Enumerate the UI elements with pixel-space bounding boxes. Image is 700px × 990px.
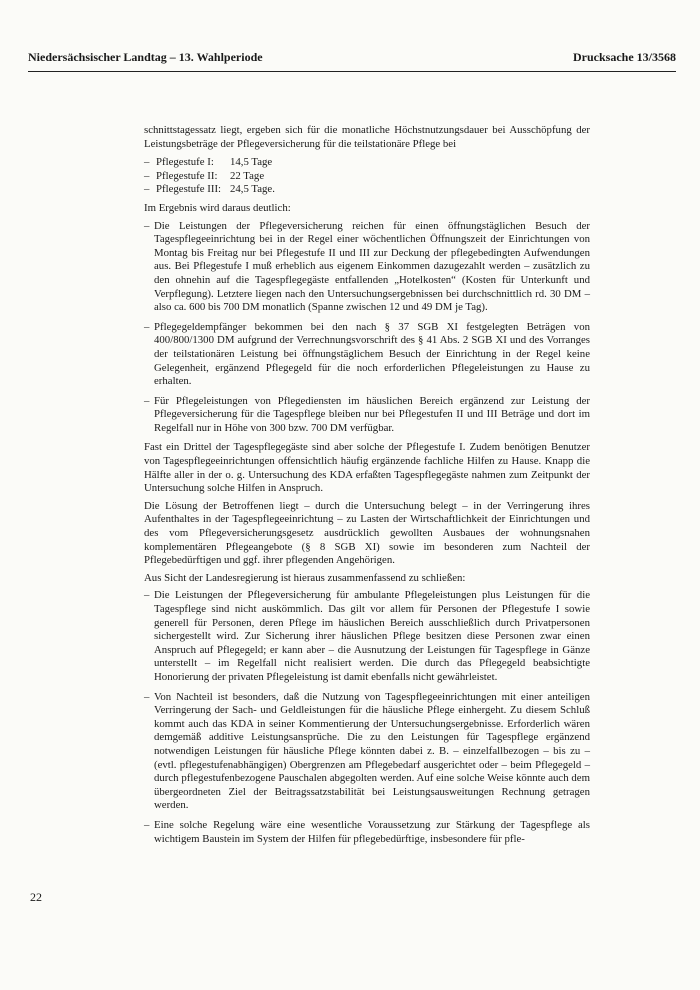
stufe-value: 22 Tage [230,169,265,182]
list-item: – Für Pflegeleistungen von Pflegediensten im häuslichen Bereich ergänzend zur Leistung der Pflegeversicherung für die Tagespflege bleiben nur bei Pflegestufen II und III Beträge und dort im Regelfall nur in Höhe von 300 bzw. 700 DM verfügbar. [144,395,590,436]
list-item: – Pflegegeldempfänger bekommen bei den nach § 37 SGB XI festgelegten Beträgen von 400/800/1300 DM aufgrund der Verrechnungsvorschrift des § 41 Abs. 2 SGB XI und des Vorranges der teilstationären Leistung bei öffnungstäglichem Besuch der Einrichtung in der Regel keine Gelegenheit, ergänzend Pflegegeld für die noch erforderlichen Pflegeleistungen zu Hause zu erhalten. [144,321,590,389]
header-drucksache: Drucksache 13/3568 [573,50,676,64]
paragraph-drittel: Fast ein Drittel der Tagespflegegäste sind aber solche der Pflegestufe I. Zudem benötigen Benutzer von Tagespflegeeinrichtungen offensichtlich häufig ergänzende fachliche Hilfen zu Hause. Knapp die Hälfte aller in der o. g. Untersuchung des KDA erfaßten Tagespflegegäste nahmen zum Zeitpunkt der Untersuchung solche Hilfen in Anspruch. [144,441,590,495]
list-item: – Pflegestufe III: 24,5 Tage. [144,183,275,196]
intro-paragraph: schnittstagessatz liegt, ergeben sich für die monatliche Höchstnutzungsdauer bei Ausschöpfung der Leistungsbeträge der Pflegeversicherung für die teilstationäre Pflege bei [144,124,590,150]
paragraph-landesregierung: Aus Sicht der Landesregierung ist hieraus zusammenfassend zu schließen: [144,571,466,584]
stufe-value: 14,5 Tage [230,156,273,169]
stufe-label: Pflegestufe II: [156,169,218,182]
list-item: – Von Nachteil ist besonders, daß die Nutzung von Tagespflegeeinrichtungen mit einer anteiligen Verringerung der Sach- und Geldleistungen für die häusliche Pflege einhergeht. Zu diesem Schluß kommt auch das KDA in seiner Kommentierung der Untersuchungsergebnisse. Erforderlich wären demgemäß additive Leistungsansprüche. Die zu den Leistungen für Tagespflege ergänzend notwendigen Leistungen für häusliche Pflege könnten dabei z. B. – einzelfallbezogen – bis zu – (evtl. pflegestufenabhängigen) Obergrenzen am Pflegebedarf ausgerichtet oder – beim Pflegegeld – durch pflegestufenbezogene Pauschalen abgegolten werden. Auf eine solche Weise könnte auch dem übergeordneten Ziel der Beitragssatzstabilität bei Leistungsausweitungen Rechnung getragen werden. [144,691,590,813]
page-number: 22 [30,890,42,904]
document-body [144,124,590,852]
pflegestufen-list [144,156,590,197]
header-title: Niedersächsischer Landtag – 13. Wahlperiode [28,50,263,64]
list-item: – Eine solche Regelung wäre eine wesentliche Voraussetzung zur Stärkung der Tagespflege als wichtigem Baustein im System der Hilfen für pflegebedürftige, insbesondere für pfle- [144,819,590,846]
header-rule [28,71,676,72]
page-header [28,50,676,65]
list-item: – Pflegestufe II: 22 Tage [144,169,265,182]
list-item: – Die Leistungen der Pflegeversicherung für ambulante Pflegeleistungen plus Leistungen für die Tagespflege sind nicht auskömmlich. Das gilt vor allem für Personen der Pflegestufe I sowie generell für Personen, deren Pflege im häuslichen Bereich ausschließlich durch Privatpersonen sichergestellt wird. Zur Sicherung ihrer häuslichen Pflege besitzen diese Personen zwar einen Anspruch auf Pflegegeld; er kann aber – die Ausnutzung der Leistungen für Tagespflege in Gänze unterstellt – im Regelfall nicht realisiert werden. Die durch das Pflegegeld beabsichtigte Honorierung der privaten Pflegeleistung ist damit ebenfalls nicht gewährleistet. [144,589,590,684]
paragraph-loesung: Die Lösung der Betroffenen liegt – durch die Untersuchung belegt – in der Verringerung ihres Aufenthaltes in der Tagespflegeeinrichtung – zu Lasten der Wirtschaftlichkeit der Einrichtungen und des vom Pflegeversicherungsgesetz ausdrücklich gewollten Ausbaues der wohnungsnahen komplementären Pflegeangebote (§ 8 SGB XI) sowie im besonderen zum Nachteil der Pflegebedürftigen und ggf. ihrer pflegenden Angehörigen. [144,499,590,567]
stufe-value: 24,5 Tage. [230,183,275,196]
ergebnis-intro: Im Ergebnis wird daraus deutlich: [144,201,291,214]
list-item: – Die Leistungen der Pflegeversicherung reichen für einen öffnungstäglichen Besuch der Tagespflegeeinrichtung bei in der Regel einer wöchentlichen Öffnungszeit der Einrichtungen von Montag bis Freitag nur bei Pflegestufe II und III zur Deckung der pflegebedingten Aufwendungen aus. Bei Pflegestufe I muß erheblich aus eigenem Einkommen dazugezahlt werden – zusätzlich zu den ohnehin auf die Tagespflegegäste entfallenden „Hotelkosten“ (Kosten für Unterkunft und Verpflegung). Letztere liegen nach den Untersuchungsergebnissen bei durchschnittlich rd. 30 DM – also ca. 600 bis 700 DM monatlich (Spanne zwischen 12 und 49 DM je Tag). [144,220,590,315]
list-item: – Pflegestufe I: 14,5 Tage [144,156,273,169]
stufe-label: Pflegestufe I: [156,156,214,169]
stufe-label: Pflegestufe III: [156,183,222,196]
